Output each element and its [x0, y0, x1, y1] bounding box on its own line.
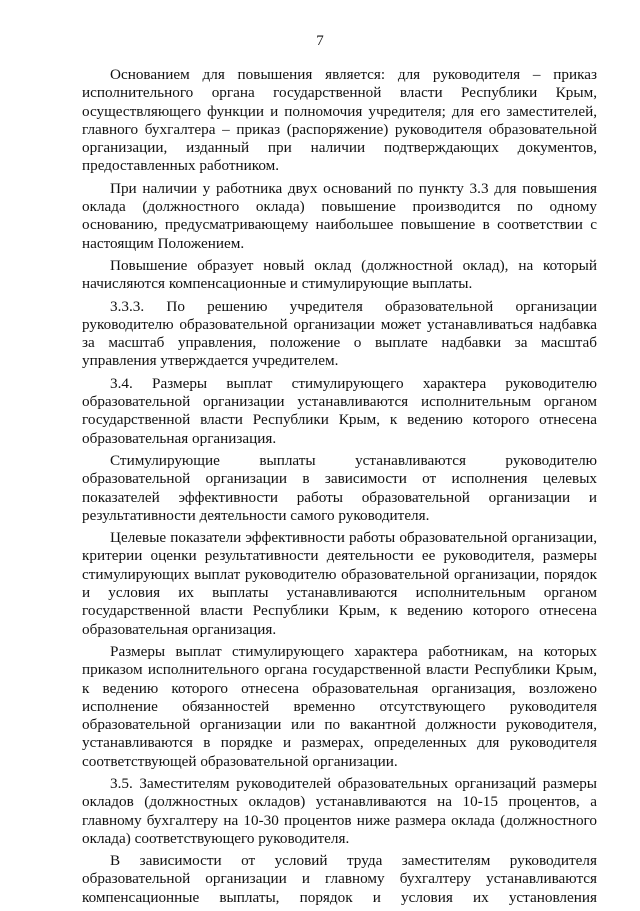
- page-number: 7: [316, 33, 324, 49]
- paragraph-3-4: 3.4. Размеры выплат стимулирующего характера руководителю образовательной организации устанавливаются исполнительным органом государственной власти Республики Крым, к ведению которого отнесена образовательная организация.: [82, 374, 597, 447]
- paragraph-3-5: 3.5. Заместителям руководителей образовательных организаций размеры окладов (должностных окладов) устанавливаются на 10-15 процентов, а главному бухгалтеру на 10-30 процентов ниже размера оклада (должностного оклада) соответствующего руководителя.: [82, 774, 597, 847]
- document-body: [82, 66, 597, 911]
- paragraph-compensation-payments: В зависимости от условий труда заместителям руководителя образовательной организации и главному бухгалтеру устанавливаются компенсационные выплаты, порядок и условия их установления: [82, 852, 597, 906]
- paragraph-basis-for-increase: Основанием для повышения является: для руководителя – приказ исполнительного органа государственной власти Республики Крым, осуществляющего функции и полномочия учредителя; для его заместителей, главного бухгалтера – приказ (распоряжение) руководителя образовательной организации, изданный при наличии подтверждающих документов, предоставленных работником.: [82, 66, 597, 175]
- paragraph-3-3-3: 3.3.3. По решению учредителя образовательной организации руководителю образовательной организации может устанавливаться надбавка за масштаб управления, положение о выплате надбавки за масштаб управления утверждается учредителем.: [82, 297, 597, 370]
- paragraph-incentive-payments: Стимулирующие выплаты устанавливаются руководителю образовательной организации в зависимости от исполнения целевых показателей эффективности работы образовательной организации и результативности деятельности самого руководителя.: [82, 451, 597, 524]
- paragraph-acting-head-payments: Размеры выплат стимулирующего характера работникам, на которых приказом исполнительного органа государственной власти Республики Крым, к ведению которого отнесена образовательная организация, возложено исполнение обязанностей временно отсутствующего руководителя образовательной организации или по вакантной должности руководителя, устанавливаются в порядке и размерах, определенных для руководителя соответствующей образовательной организации.: [82, 642, 597, 770]
- paragraph-new-salary: Повышение образует новый оклад (должностной оклад), на который начисляются компенсационные и стимулирующие выплаты.: [82, 256, 597, 293]
- paragraph-two-grounds: При наличии у работника двух оснований по пункту 3.3 для повышения оклада (должностного оклада) повышение производится по одному основанию, предусматривающему наибольшее повышение в соответствии с настоящим Положением.: [82, 179, 597, 252]
- paragraph-target-indicators: Целевые показатели эффективности работы образовательной организации, критерии оценки результативности деятельности ее руководителя, размеры стимулирующих выплат руководителю образовательной организации, порядок и условия их выплаты устанавливаются исполнительным органом государственной власти Республики Крым, к ведению которого отнесена образовательная организация.: [82, 529, 597, 638]
